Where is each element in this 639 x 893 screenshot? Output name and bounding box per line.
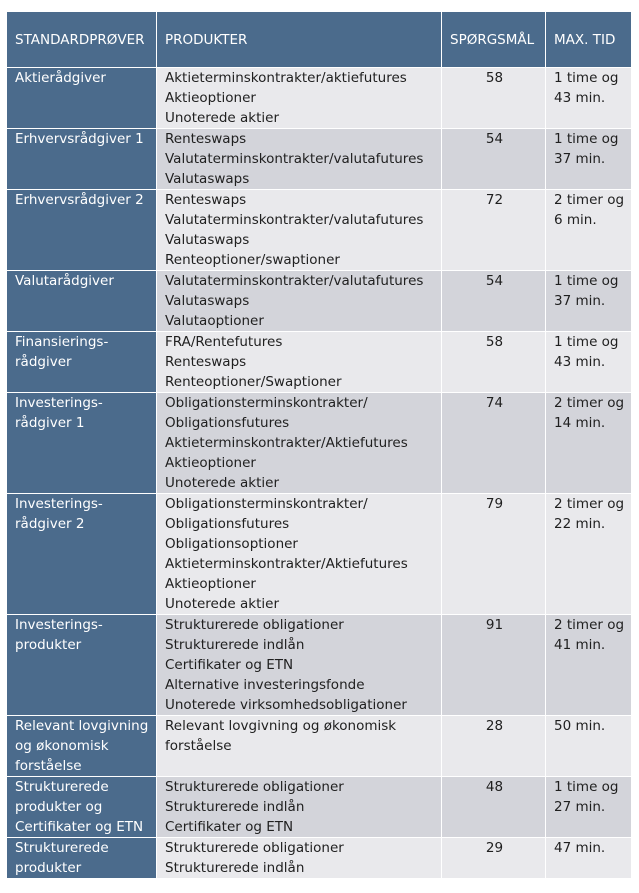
exam-name-cell bbox=[7, 271, 157, 332]
products-cell-line: FRA/Rentefutures bbox=[165, 334, 283, 350]
products-cell-line: Unoterede aktier bbox=[165, 596, 280, 612]
table-row bbox=[7, 777, 632, 838]
time-cell-line: 43 min. bbox=[554, 354, 606, 370]
products-cell bbox=[157, 332, 442, 393]
time-cell-line: 37 min. bbox=[554, 151, 606, 167]
products-cell-line: Unoterede virksomhedsobligationer bbox=[165, 697, 407, 713]
time-cell-line: 41 min. bbox=[554, 637, 606, 653]
products-cell-line: forståelse bbox=[165, 738, 232, 754]
exam-name-cell bbox=[7, 129, 157, 190]
products-cell-line: Aktieoptioner bbox=[165, 455, 256, 471]
products-cell-line: Valutaterminskontrakter/valutafutures bbox=[165, 151, 424, 167]
products-cell-line: Obligationsfutures bbox=[165, 516, 290, 532]
exam-name-cell-line: Certifikater og ETN bbox=[15, 819, 144, 835]
exam-name-cell-line: Erhvervsrådgiver 1 bbox=[15, 131, 144, 147]
time-cell-line: 1 time og bbox=[554, 70, 619, 86]
products-cell-line: Renteoptioner/swaptioner bbox=[165, 252, 340, 268]
products-cell-line: Renteswaps bbox=[165, 354, 247, 370]
products-cell bbox=[157, 68, 442, 129]
time-cell-line: 50 min. bbox=[554, 718, 606, 734]
questions-cell: 28 bbox=[442, 716, 546, 777]
time-cell bbox=[546, 615, 632, 716]
time-cell-line: 1 time og bbox=[554, 273, 619, 289]
exam-name-cell-line: Valutarådgiver bbox=[15, 273, 114, 289]
products-cell-line: Obligationsoptioner bbox=[165, 536, 298, 552]
time-cell bbox=[546, 332, 632, 393]
exam-name-cell bbox=[7, 393, 157, 494]
exam-name-cell bbox=[7, 615, 157, 716]
exam-name-cell-line: og økonomisk bbox=[15, 738, 109, 754]
products-cell-line: Unoterede aktier bbox=[165, 475, 280, 491]
time-cell-line: 14 min. bbox=[554, 415, 606, 431]
exam-name-cell bbox=[7, 190, 157, 271]
header-produkter: PRODUKTER bbox=[157, 12, 442, 68]
exam-name-cell-line: produkter og bbox=[15, 799, 103, 815]
products-cell-line: Obligationsterminskontrakter/ bbox=[165, 395, 368, 411]
questions-cell: 58 bbox=[442, 332, 546, 393]
products-cell-line: Renteswaps bbox=[165, 192, 247, 208]
products-cell-line: Aktieterminskontrakter/Aktiefutures bbox=[165, 435, 408, 451]
products-cell-line: Valutaswaps bbox=[165, 232, 250, 248]
products-cell-line: Relevant lovgivning og økonomisk bbox=[165, 718, 397, 734]
exam-name-cell-line: Aktierådgiver bbox=[15, 70, 106, 86]
time-cell-line: 27 min. bbox=[554, 799, 606, 815]
products-cell-line: Certifikater og ETN bbox=[165, 657, 294, 673]
exam-name-cell bbox=[7, 332, 157, 393]
table-row bbox=[7, 838, 632, 879]
products-cell-line: Renteswaps bbox=[165, 131, 247, 147]
products-cell bbox=[157, 615, 442, 716]
time-cell-line: 2 timer og bbox=[554, 496, 625, 512]
table-row bbox=[7, 332, 632, 393]
products-cell-line: Obligationsfutures bbox=[165, 415, 290, 431]
questions-cell: 29 bbox=[442, 838, 546, 879]
questions-cell: 48 bbox=[442, 777, 546, 838]
products-cell bbox=[157, 838, 442, 879]
questions-cell: 58 bbox=[442, 68, 546, 129]
exam-name-cell-line: Erhvervsrådgiver 2 bbox=[15, 192, 144, 208]
exam-name-cell-line: Investerings- bbox=[15, 496, 103, 512]
products-cell-line: Valutaterminskontrakter/valutafutures bbox=[165, 212, 424, 228]
table-row bbox=[7, 68, 632, 129]
products-cell bbox=[157, 190, 442, 271]
exam-name-cell bbox=[7, 68, 157, 129]
header-spoergsmaal: SPØRGSMÅL bbox=[442, 12, 546, 68]
exam-name-cell-line: Investerings- bbox=[15, 617, 103, 633]
exam-name-cell-line: Relevant lovgivning bbox=[15, 718, 149, 734]
time-cell bbox=[546, 777, 632, 838]
exam-name-cell-line: Strukturerede bbox=[15, 779, 109, 795]
products-cell-line: Strukturerede obligationer bbox=[165, 840, 344, 856]
time-cell-line: 1 time og bbox=[554, 131, 619, 147]
products-cell-line: Strukturerede obligationer bbox=[165, 617, 344, 633]
table-row bbox=[7, 393, 632, 494]
table-row bbox=[7, 615, 632, 716]
time-cell-line: 2 timer og bbox=[554, 617, 625, 633]
time-cell bbox=[546, 68, 632, 129]
time-cell bbox=[546, 716, 632, 777]
exam-name-cell bbox=[7, 716, 157, 777]
exam-name-cell-line: Strukturerede bbox=[15, 840, 109, 856]
questions-cell: 54 bbox=[442, 271, 546, 332]
products-cell-line: Strukturerede obligationer bbox=[165, 779, 344, 795]
table-row bbox=[7, 494, 632, 615]
time-cell bbox=[546, 129, 632, 190]
products-cell-line: Strukturerede indlån bbox=[165, 637, 305, 653]
exam-name-cell-line: rådgiver 2 bbox=[15, 516, 85, 532]
exam-name-cell-line: produkter bbox=[15, 637, 82, 653]
products-cell-line: Strukturerede indlån bbox=[165, 799, 305, 815]
products-cell-line: Aktieterminskontrakter/Aktiefutures bbox=[165, 556, 408, 572]
table-row bbox=[7, 129, 632, 190]
products-cell-line: Valutaswaps bbox=[165, 293, 250, 309]
questions-cell: 54 bbox=[442, 129, 546, 190]
header-max-tid: MAX. TID bbox=[546, 12, 632, 68]
header-standardproever: STANDARDPRØVER bbox=[7, 12, 157, 68]
exam-name-cell-line: Investerings- bbox=[15, 395, 103, 411]
time-cell bbox=[546, 393, 632, 494]
time-cell bbox=[546, 190, 632, 271]
exam-name-cell-line: forståelse bbox=[15, 758, 82, 774]
products-cell-line: Strukturerede indlån bbox=[165, 860, 305, 876]
time-cell-line: 1 time og bbox=[554, 779, 619, 795]
products-cell-line: Certifikater og ETN bbox=[165, 819, 294, 835]
time-cell-line: 47 min. bbox=[554, 840, 606, 856]
products-cell-line: Unoterede aktier bbox=[165, 110, 280, 126]
products-cell bbox=[157, 494, 442, 615]
questions-cell: 72 bbox=[442, 190, 546, 271]
time-cell-line: 37 min. bbox=[554, 293, 606, 309]
products-cell bbox=[157, 716, 442, 777]
exam-name-cell-line: rådgiver bbox=[15, 354, 72, 370]
time-cell bbox=[546, 271, 632, 332]
questions-cell: 79 bbox=[442, 494, 546, 615]
time-cell-line: 2 timer og bbox=[554, 192, 625, 208]
header-row bbox=[7, 12, 632, 68]
table-row bbox=[7, 716, 632, 777]
table-row bbox=[7, 271, 632, 332]
exam-name-cell-line: rådgiver 1 bbox=[15, 415, 85, 431]
time-cell-line: 43 min. bbox=[554, 90, 606, 106]
time-cell-line: 6 min. bbox=[554, 212, 597, 228]
exam-name-cell-line: produkter bbox=[15, 860, 82, 876]
products-cell-line: Valutaterminskontrakter/valutafutures bbox=[165, 273, 424, 289]
exam-name-cell bbox=[7, 494, 157, 615]
table-header bbox=[7, 12, 632, 68]
products-cell-line: Obligationsterminskontrakter/ bbox=[165, 496, 368, 512]
questions-cell: 74 bbox=[442, 393, 546, 494]
exam-table bbox=[6, 11, 632, 879]
questions-cell: 91 bbox=[442, 615, 546, 716]
products-cell bbox=[157, 271, 442, 332]
products-cell-line: Valutaoptioner bbox=[165, 313, 264, 329]
products-cell bbox=[157, 129, 442, 190]
products-cell-line: Renteoptioner/Swaptioner bbox=[165, 374, 342, 390]
products-cell bbox=[157, 777, 442, 838]
exam-name-cell bbox=[7, 777, 157, 838]
products-cell-line: Aktieoptioner bbox=[165, 576, 256, 592]
exam-table-container bbox=[6, 11, 631, 879]
exam-name-cell bbox=[7, 838, 157, 879]
time-cell-line: 1 time og bbox=[554, 334, 619, 350]
table-body bbox=[7, 68, 632, 879]
exam-name-cell-line: Finansierings- bbox=[15, 334, 109, 350]
time-cell bbox=[546, 838, 632, 879]
time-cell bbox=[546, 494, 632, 615]
products-cell-line: Valutaswaps bbox=[165, 171, 250, 187]
time-cell-line: 22 min. bbox=[554, 516, 606, 532]
products-cell-line: Aktieoptioner bbox=[165, 90, 256, 106]
time-cell-line: 2 timer og bbox=[554, 395, 625, 411]
table-row bbox=[7, 190, 632, 271]
products-cell-line: Aktieterminskontrakter/aktiefutures bbox=[165, 70, 407, 86]
products-cell-line: Alternative investeringsfonde bbox=[165, 677, 365, 693]
products-cell bbox=[157, 393, 442, 494]
